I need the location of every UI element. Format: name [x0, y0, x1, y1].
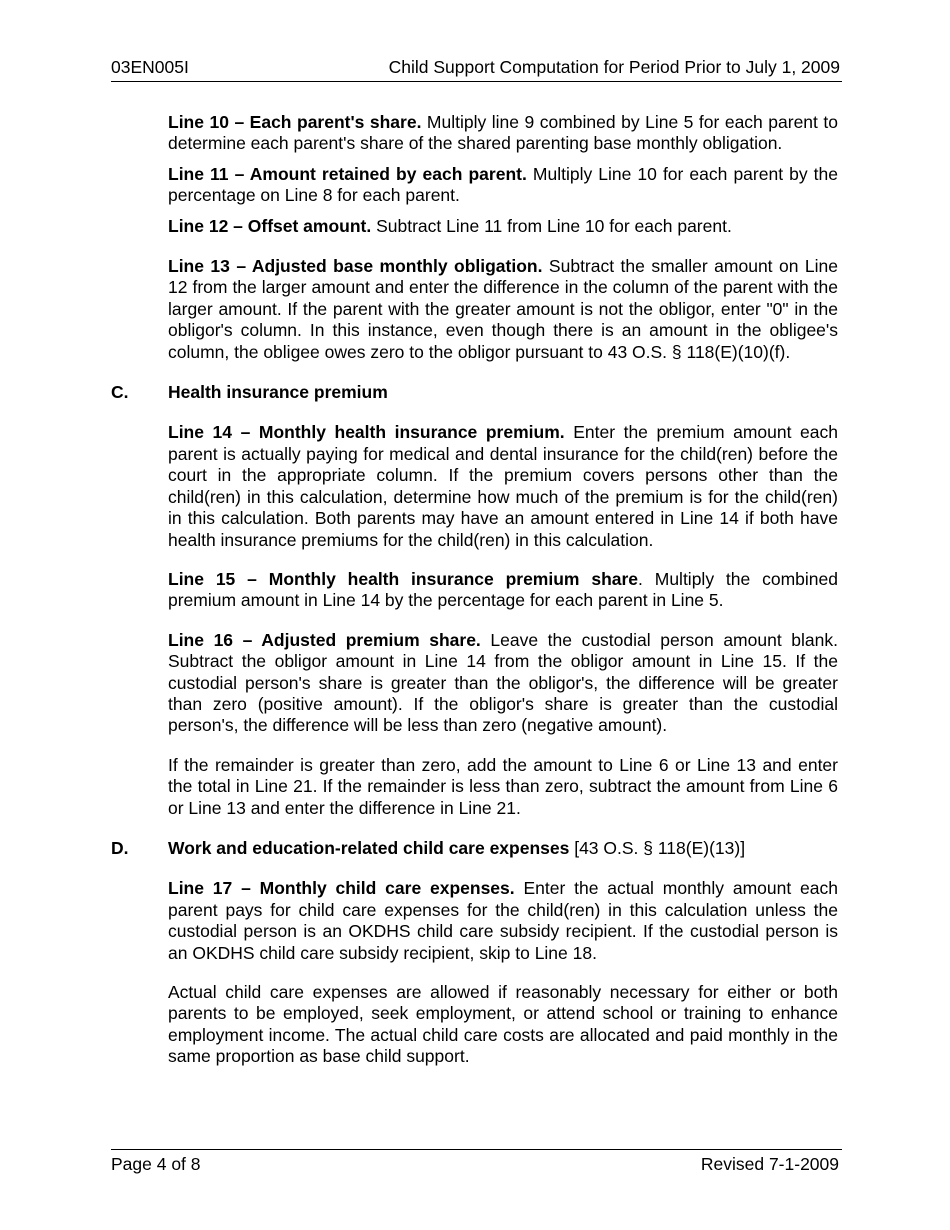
section-c-title: Health insurance premium: [168, 382, 388, 403]
section-d-citation: [43 O.S. § 118(E)(13)]: [569, 837, 746, 858]
line-14-text: Enter the premium amount each parent is actually paying for medical and dental insurance for the child(ren) before the court in the appropriate column. If the premium covers persons other than the child(ren) in this calculation, determine how much of the premium is for the child(ren) in this calculation. Both parents may have an amount entered in Line 14 if both have health insurance premiums for the child(ren) in this calculation.: [168, 422, 839, 550]
line-11-text: Multiply Line 10 for each parent by the percentage on Line 8 for each parent.: [168, 163, 838, 206]
line-12-paragraph: [168, 216, 838, 237]
line-16-text: Leave the custodial person amount blank. Subtract the obligor amount in Line 14 from the obligor amount in Line 15. If the custodial person's share is greater than the obligor's, the difference will be greater than zero (positive amount). If the obligor's share is greater than the custodial person's, the difference will be less than zero (negative amount).: [168, 629, 838, 736]
line-16-paragraph: [168, 630, 838, 737]
line-17-label: Line 17 – Monthly child care expenses.: [168, 878, 515, 899]
line-13-paragraph: [168, 256, 838, 363]
line-15-text: . Multiply the combined premium amount in Line 14 by the percentage for each parent in Line 5.: [168, 568, 838, 611]
line-16-label: Line 16 – Adjusted premium share.: [168, 629, 481, 650]
line-10-text: Multiply line 9 combined by Line 5 for each parent to determine each parent's share of the shared parenting base monthly obligation.: [168, 112, 838, 154]
line-14-label: Line 14 – Monthly health insurance premium.: [168, 422, 565, 443]
line-17-paragraph: [168, 878, 838, 964]
remainder-paragraph: If the remainder is greater than zero, add the amount to Line 6 or Line 13 and enter the total in Line 21. If the remainder is less than zero, subtract the amount from Line 6 or Line 13 and enter the difference in Line 21.: [168, 754, 838, 818]
line-15-paragraph: [168, 569, 838, 612]
line-13-text: Subtract the smaller amount on Line 12 from the larger amount and enter the difference in the column of the parent with the larger amount. If the parent with the greater amount is not the obligor, enter "0" in the obligor's column. In this instance, even though there is an amount in the obligee's column, the obligee owes zero to the obligor pursuant to 43 O.S. § 118(E)(10)(f).: [168, 256, 838, 362]
line-10-label: Line 10 – Each parent's share.: [168, 112, 422, 132]
section-c-heading: [111, 382, 842, 403]
line-13-label: Line 13 – Adjusted base monthly obligation.: [168, 256, 543, 277]
line-12-text: Subtract Line 11 from Line 10 for each parent.: [371, 215, 732, 236]
childcare-paragraph: Actual child care expenses are allowed if reasonably necessary for either or both parents to be employed, seek employment, or attend school or training to enhance employment income. The actual child care costs are allocated and paid monthly in the same proportion as base child support.: [168, 982, 838, 1067]
line-12-label: Line 12 – Offset amount.: [168, 215, 372, 236]
line-11-paragraph: [168, 164, 838, 207]
line-14-paragraph: [168, 422, 838, 550]
document-title: Child Support Computation for Period Prior to July 1, 2009: [388, 57, 840, 77]
section-c-letter: C.: [111, 382, 129, 403]
document-code: 03EN005I: [111, 57, 189, 77]
page-number: Page 4 of 8: [111, 1154, 201, 1174]
revision-date: Revised 7-1-2009: [700, 1154, 839, 1174]
line-15-label: Line 15 – Monthly health insurance premium share: [168, 568, 639, 589]
line-10-paragraph: [168, 112, 838, 155]
section-d-heading: [111, 838, 842, 859]
page-footer: [111, 1149, 842, 1174]
page-header: [111, 55, 842, 82]
line-11-label: Line 11 – Amount retained by each parent.: [168, 163, 527, 184]
section-d-title: Work and education-related child care expenses: [168, 837, 570, 858]
section-d-letter: D.: [111, 837, 129, 858]
line-17-text: Enter the actual monthly amount each parent pays for child care expenses for the child(ren) in this calculation unless the custodial person is an OKDHS child care subsidy recipient. If the custodial person is an OKDHS child care subsidy recipient, skip to Line 18.: [168, 878, 838, 963]
page-content: [111, 112, 842, 1068]
